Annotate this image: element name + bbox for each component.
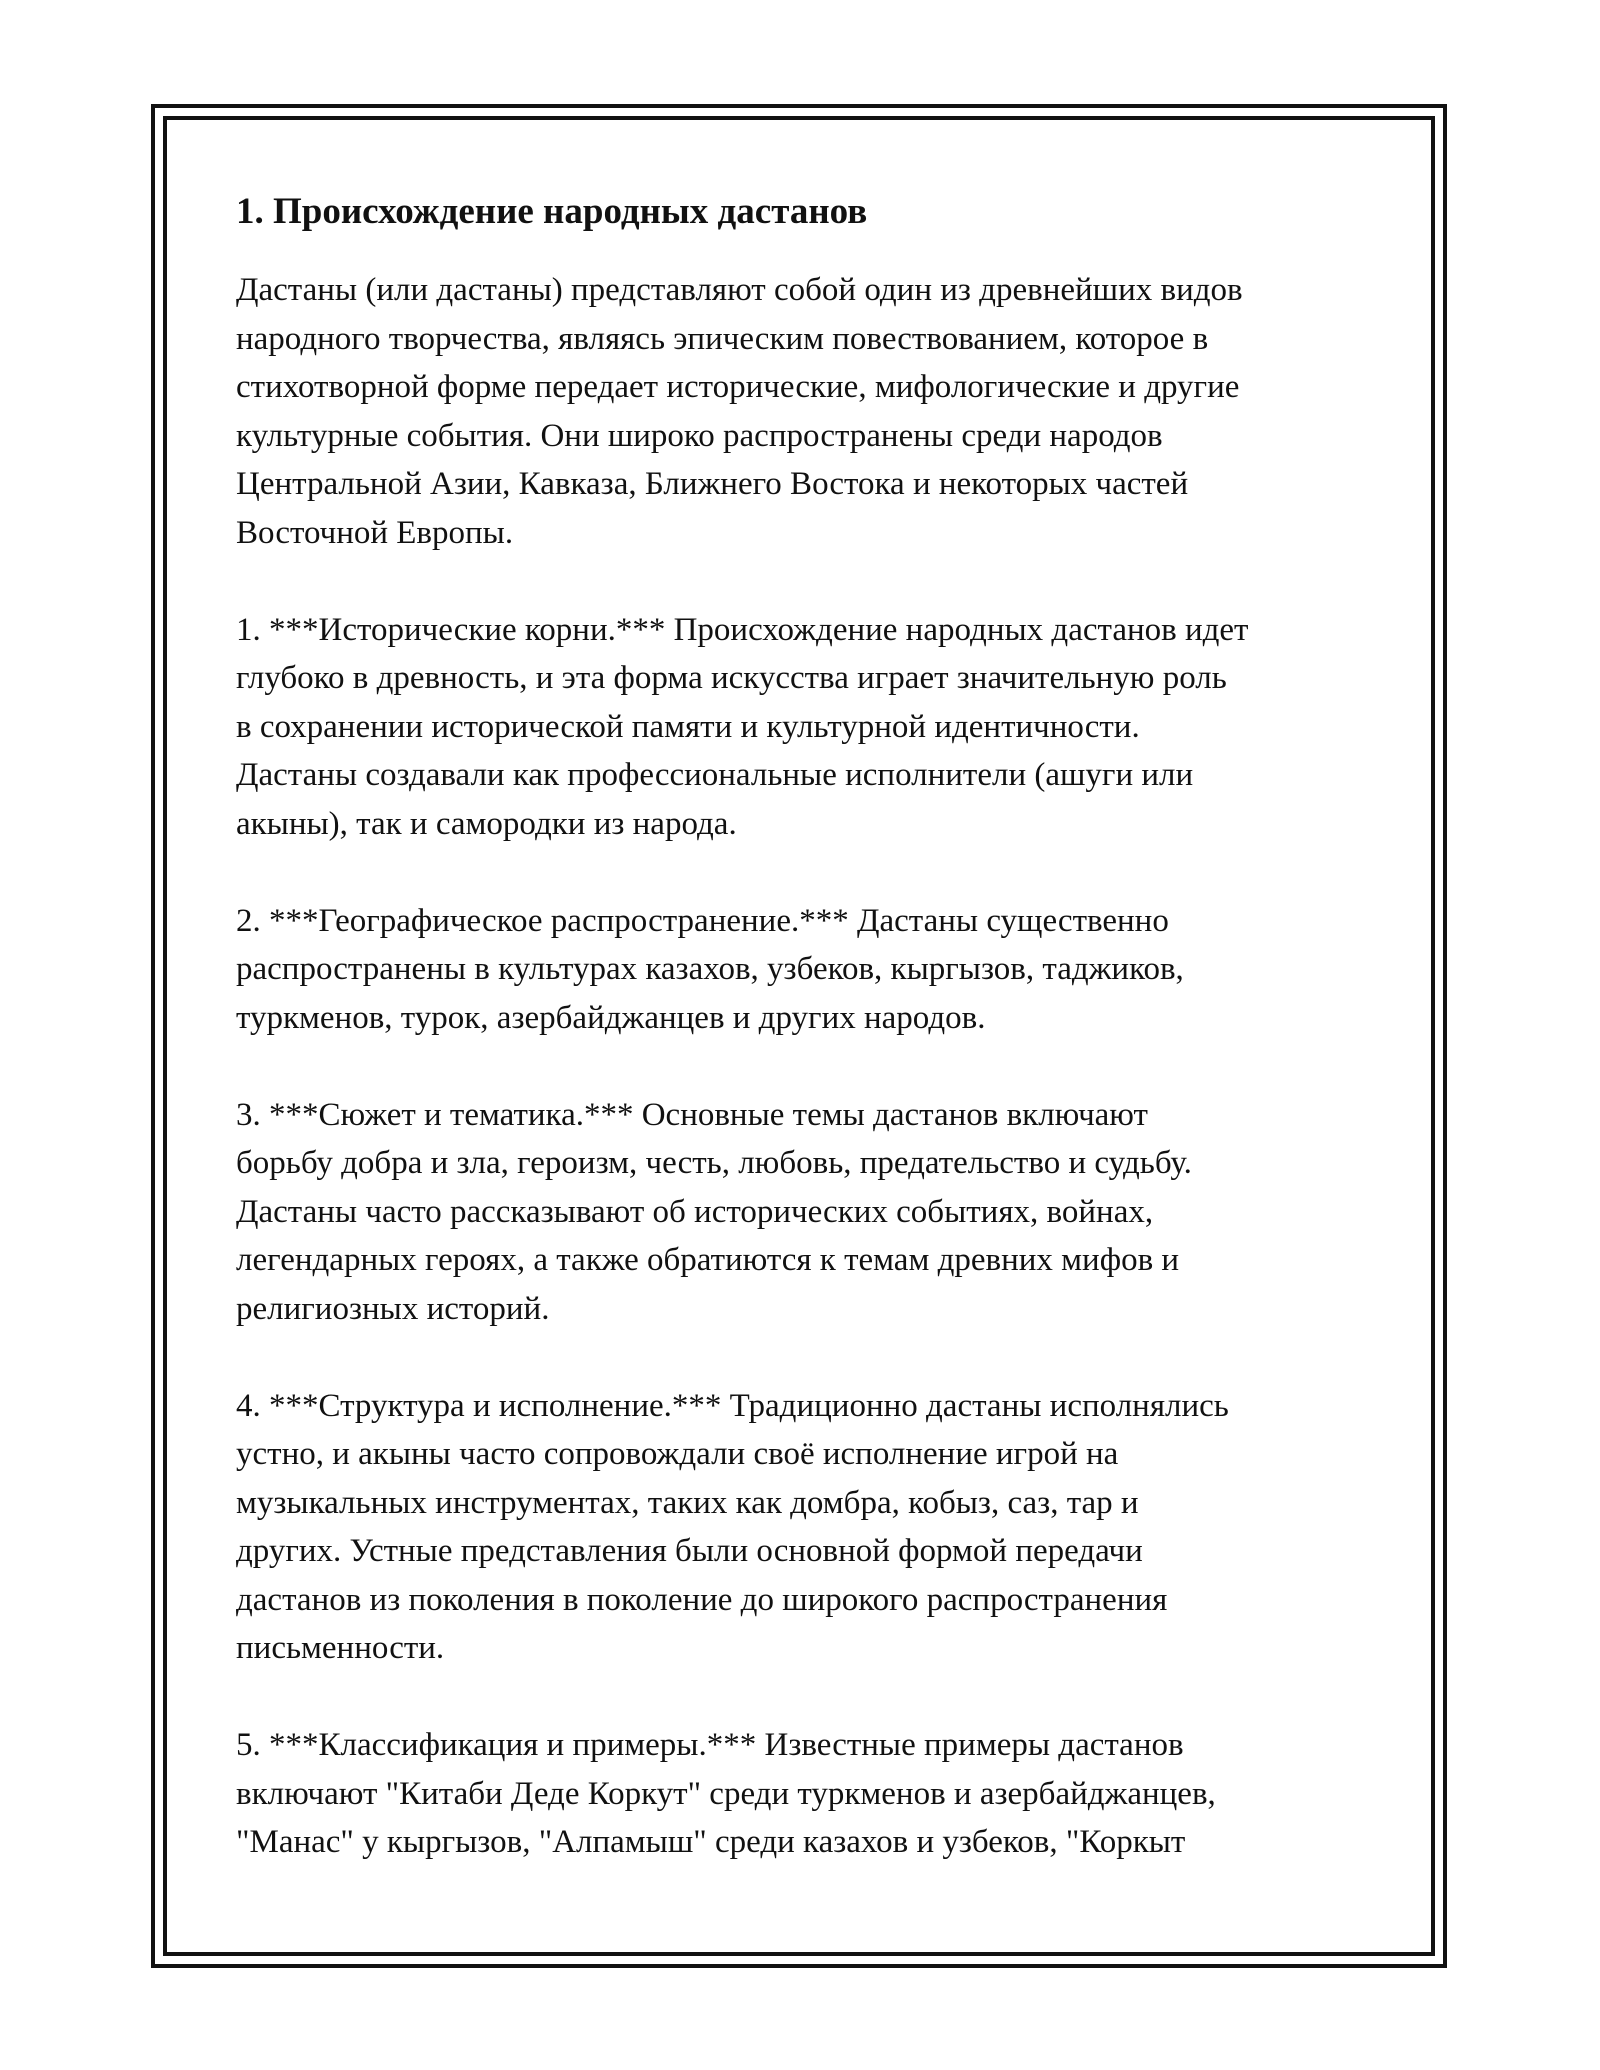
text-line: 5. ***Классификация и примеры.*** Известные примеры дастанов [236, 1727, 1184, 1763]
paragraph-geography [236, 897, 1386, 1043]
text-line: в сохранении исторической памяти и культурной идентичности. [236, 708, 1140, 745]
text-line: музыкальных инструментах, таких как домбра, кобыз, саз, тар и [236, 1484, 1139, 1521]
text-line: "Манас" у кыргызов, "Алпамыш" среди казахов и узбеков, "Коркыт [236, 1824, 1186, 1860]
paragraph-plot-themes [236, 1091, 1386, 1334]
text-line: включают "Китаби Деде Коркут" среди туркменов и азербайджанцев, [236, 1775, 1216, 1812]
text-line: Дастаны создавали как профессиональные исполнители (ашуги или [236, 757, 1194, 793]
paragraph-intro [236, 266, 1386, 557]
paragraph-classification-examples [236, 1721, 1386, 1867]
text-line: Центральной Азии, Кавказа, Ближнего Востока и некоторых частей [236, 466, 1189, 502]
text-line: глубоко в древность, и эта форма искусства играет значительную роль [236, 660, 1227, 696]
text-line: других. Устные представления были основной формой передачи [236, 1533, 1143, 1569]
text-line: легендарных героях, а также обратиются к темам древних мифов и [236, 1242, 1180, 1278]
text-line: Дастаны (или дастаны) представляют собой один из древнейших видов [236, 272, 1243, 308]
text-line: религиозных историй. [236, 1290, 550, 1327]
text-line: устно, и акыны часто сопровождали своё исполнение игрой на [236, 1436, 1119, 1472]
text-line: 2. ***Географическое распространение.*** Дастаны существенно [236, 902, 1169, 939]
text-line: письменности. [236, 1630, 445, 1666]
text-line: туркменов, турок, азербайджанцев и других народов. [236, 999, 986, 1036]
text-line: 1. ***Исторические корни.*** Происхождение народных дастанов идет [236, 611, 1249, 648]
text-line: Восточной Европы. [236, 514, 514, 551]
paragraph-structure-performance [236, 1382, 1386, 1673]
text-line: народного творчества, являясь эпическим повествованием, которое в [236, 320, 1209, 357]
text-line: распространены в культурах казахов, узбеков, кыргызов, таджиков, [236, 951, 1184, 987]
paragraph-historical-roots [236, 606, 1386, 849]
text-line: Дастаны часто рассказывают об исторических событиях, войнах, [236, 1193, 1154, 1230]
text-line: 3. ***Сюжет и тематика.*** Основные темы дастанов включают [236, 1096, 1148, 1133]
text-line: стихотворной форме передает исторические, мифологические и другие [236, 369, 1240, 405]
text-line: дастанов из поколения в поколение до широкого распространения [236, 1581, 1168, 1618]
section-heading: 1. Происхождение народных дастанов [236, 191, 868, 232]
document-body [236, 188, 1386, 1915]
text-line: 4. ***Структура и исполнение.*** Традиционно дастаны исполнялись [236, 1387, 1229, 1424]
text-line: культурные события. Они широко распространены среди народов [236, 417, 1163, 454]
text-line: акыны), так и самородки из народа. [236, 805, 737, 842]
text-line: борьбу добра и зла, героизм, честь, любовь, предательство и судьбу. [236, 1145, 1192, 1181]
